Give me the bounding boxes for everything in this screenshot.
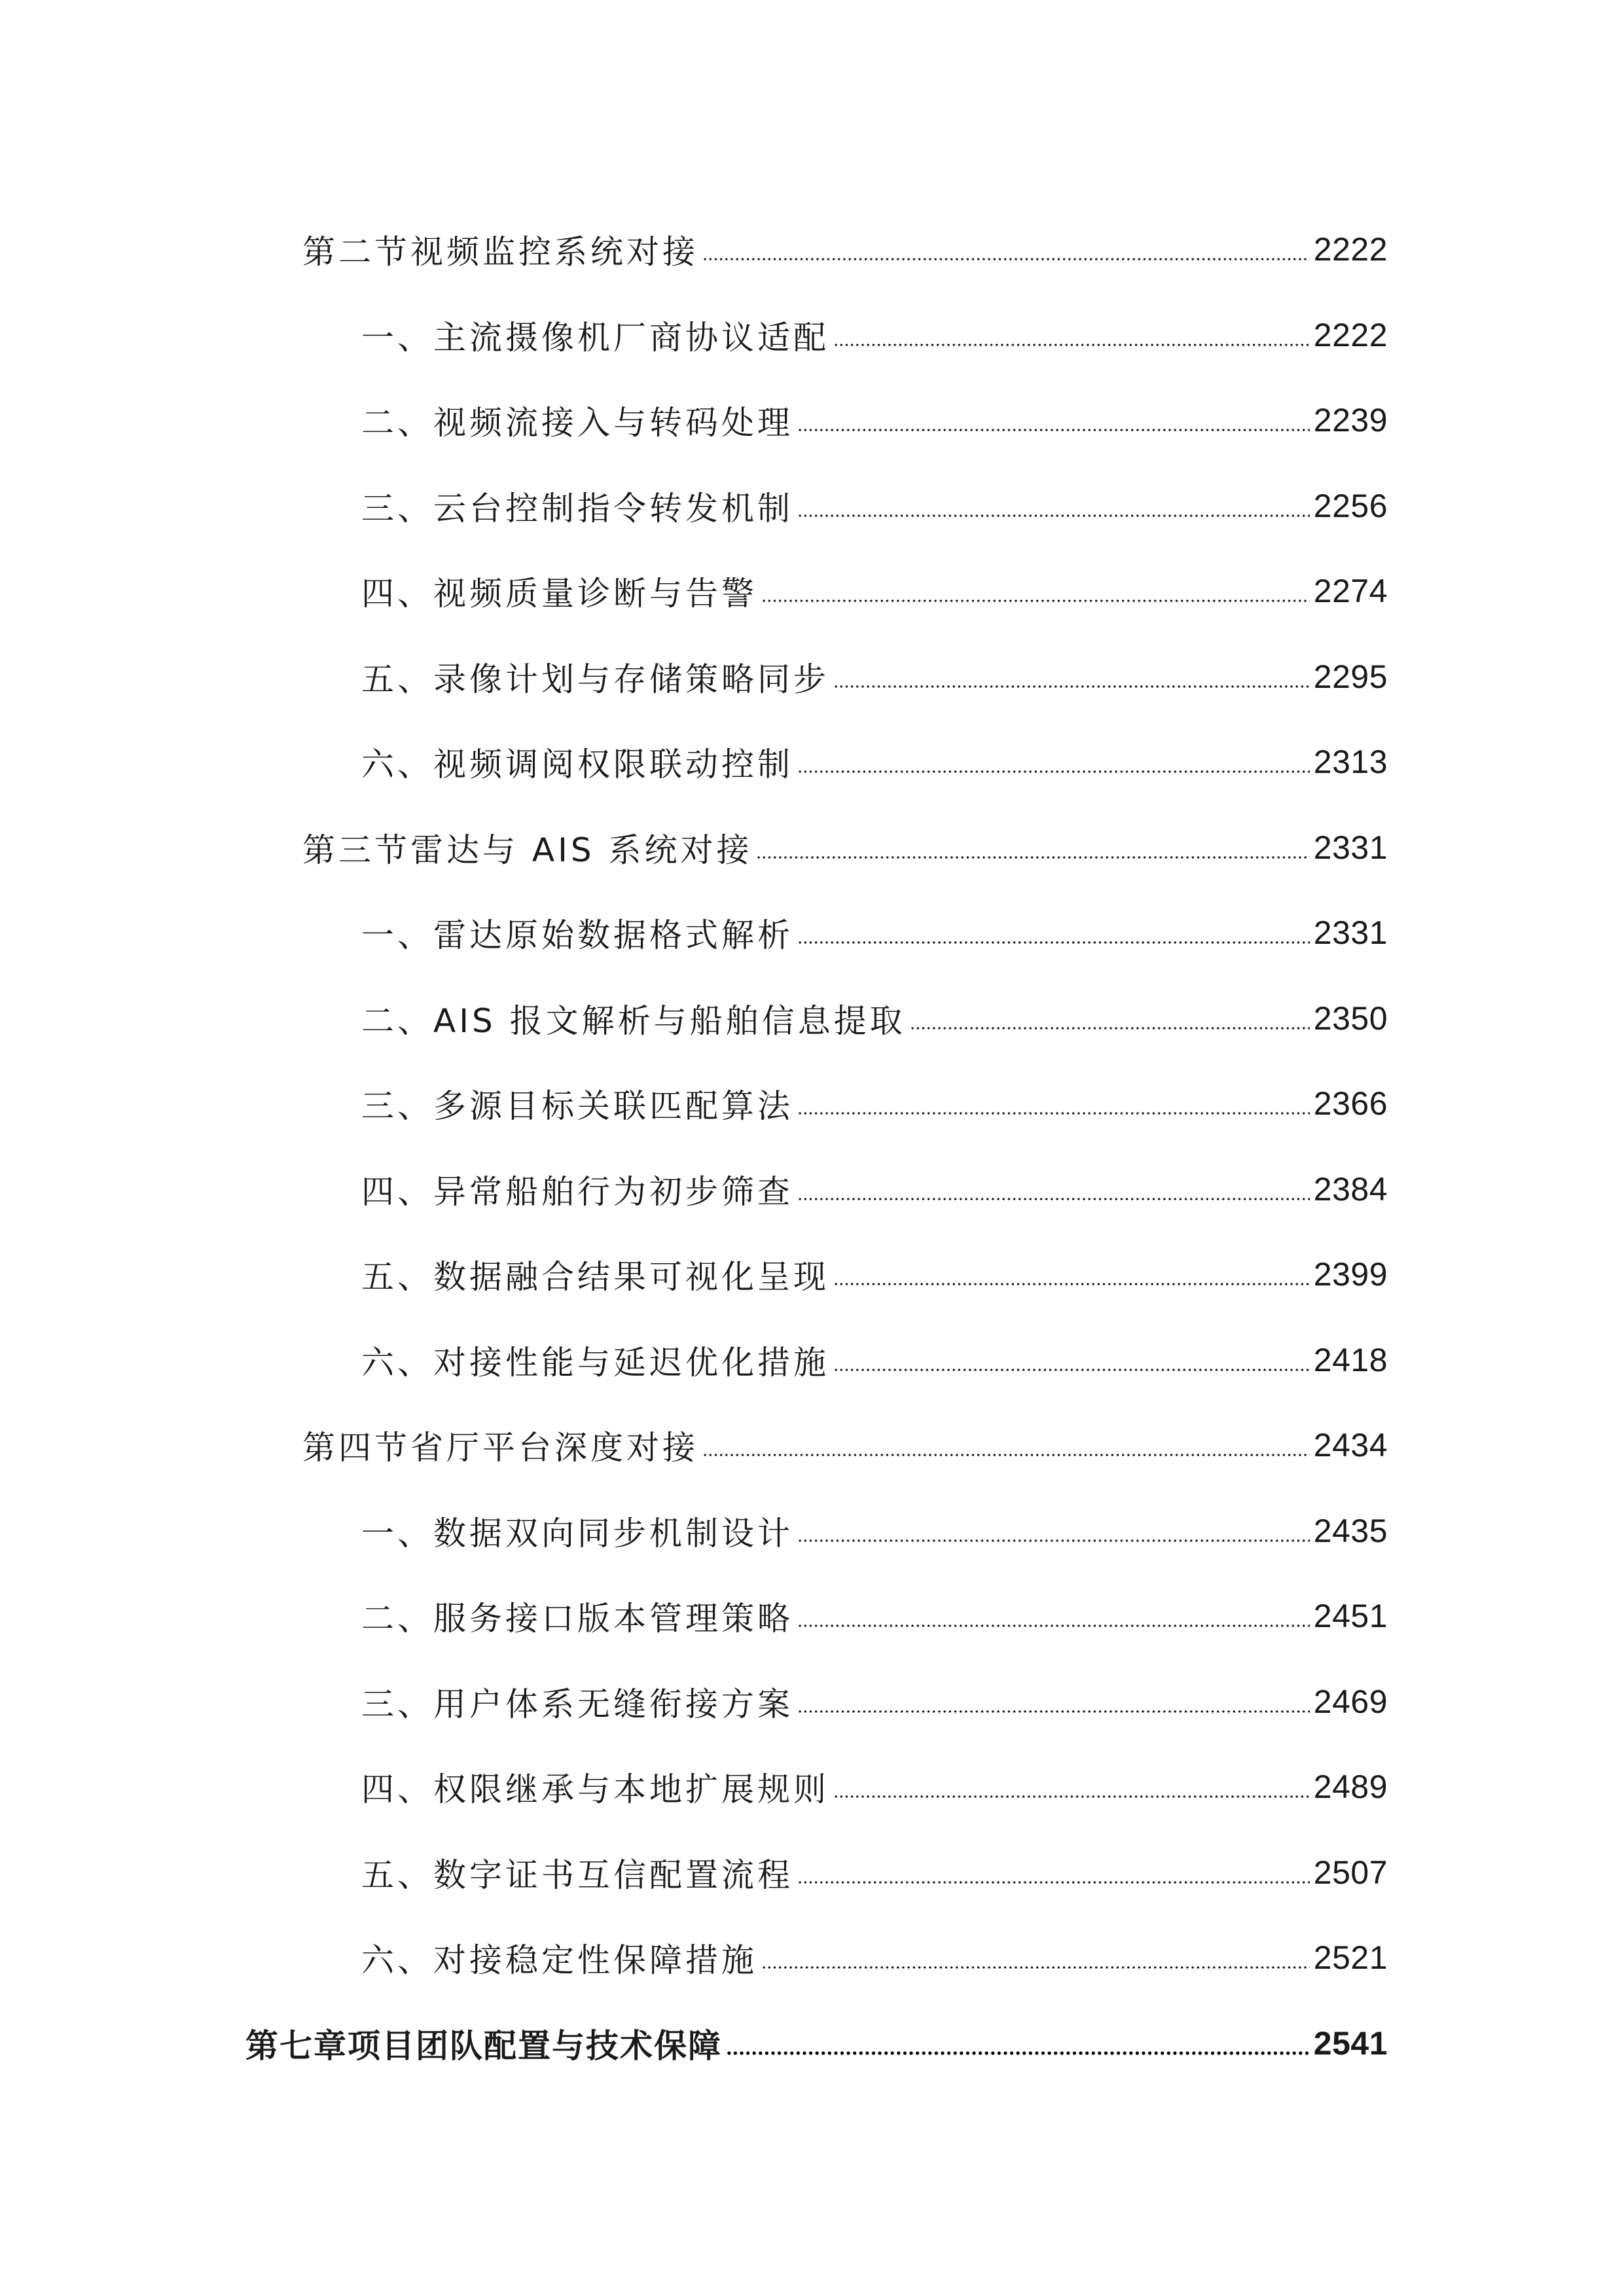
toc-dot-leader [797, 1881, 1310, 1884]
toc-page-number: 2331 [1313, 829, 1388, 866]
toc-dot-leader [726, 2051, 1310, 2055]
toc-entry-item[interactable] [361, 1232, 1388, 1318]
toc-dot-leader [833, 344, 1310, 346]
toc-entry-label: 一、数据双向同步机制设计 [361, 1514, 793, 1552]
toc-entry-label: 第四节省厅平台深度对接 [302, 1429, 698, 1467]
toc-entry-label: 三、用户体系无缝衔接方案 [361, 1685, 793, 1723]
toc-page-number: 2222 [1313, 231, 1388, 268]
toc-dot-leader [797, 1539, 1310, 1542]
toc-dot-leader [833, 1369, 1310, 1371]
toc-entry-section-4[interactable] [302, 1403, 1388, 1488]
toc-page-number: 2507 [1313, 1854, 1388, 1891]
toc-entry-item[interactable] [361, 1830, 1388, 1916]
toc-entry-section-3[interactable] [302, 805, 1388, 891]
toc-entry-label: 六、视频调阅权限联动控制 [361, 745, 793, 784]
toc-entry-label: 二、AIS 报文解析与船舶信息提取 [361, 1001, 906, 1040]
toc-entry-item[interactable] [361, 1147, 1388, 1232]
toc-entry-item[interactable] [361, 634, 1388, 720]
toc-page-number: 2541 [1313, 2024, 1388, 2062]
toc-entry-label: 五、数据融合结果可视化呈现 [361, 1258, 829, 1297]
toc-dot-leader [797, 1112, 1310, 1115]
toc-entry-item[interactable] [361, 293, 1388, 378]
toc-entry-label: 二、视频流接入与转码处理 [361, 404, 793, 442]
toc-page-number: 2295 [1313, 658, 1388, 695]
toc-page-number: 2222 [1313, 316, 1388, 353]
toc-entry-item[interactable] [361, 890, 1388, 976]
toc-dot-leader [797, 941, 1310, 944]
toc-page-number: 2274 [1313, 573, 1388, 610]
toc-entry-label: 六、对接稳定性保障措施 [361, 1941, 757, 1980]
toc-entry-label: 第三节雷达与 AIS 系统对接 [302, 831, 753, 869]
toc-entry-label: 一、主流摄像机厂商协议适配 [361, 318, 829, 357]
toc-page-number: 2489 [1313, 1768, 1388, 1806]
toc-entry-label: 二、服务接口版本管理策略 [361, 1600, 793, 1638]
toc-dot-leader [797, 1710, 1310, 1713]
toc-page-number: 2313 [1313, 744, 1388, 781]
toc-dot-leader [756, 856, 1309, 859]
toc-entry-label: 三、多源目标关联匹配算法 [361, 1087, 793, 1126]
toc-page-number: 2399 [1313, 1256, 1388, 1293]
toc-page-number: 2521 [1313, 1939, 1388, 1977]
toc-entry-item[interactable] [361, 719, 1388, 805]
toc-entry-label: 第七章项目团队配置与技术保障 [245, 2026, 722, 2065]
toc-dot-leader [833, 685, 1310, 688]
toc-page-number: 2366 [1313, 1085, 1388, 1122]
toc-dot-leader [797, 1198, 1310, 1200]
toc-dot-leader [761, 600, 1310, 602]
toc-entry-label: 第二节视频监控系统对接 [302, 233, 698, 272]
toc-page-number: 2239 [1313, 402, 1388, 439]
toc-page-number: 2418 [1313, 1341, 1388, 1378]
toc-dot-leader [833, 1283, 1310, 1285]
toc-page-number: 2384 [1313, 1170, 1388, 1208]
toc-page-number: 2350 [1313, 999, 1388, 1037]
toc-entry-label: 四、视频质量诊断与告警 [361, 575, 757, 613]
toc-entry-label: 六、对接性能与延迟优化措施 [361, 1343, 829, 1382]
toc-entry-item[interactable] [361, 1318, 1388, 1403]
toc-dot-leader [797, 429, 1310, 431]
toc-entry-item[interactable] [361, 463, 1388, 549]
toc-page-number: 2256 [1313, 487, 1388, 524]
toc-entry-section-2[interactable] [302, 207, 1388, 293]
toc-dot-leader [797, 770, 1310, 773]
toc-dot-leader [910, 1027, 1310, 1030]
toc-entry-label: 一、雷达原始数据格式解析 [361, 916, 793, 955]
toc-entry-item[interactable] [361, 548, 1388, 634]
toc-page-number: 2435 [1313, 1512, 1388, 1549]
toc-entry-label: 五、录像计划与存储策略同步 [361, 660, 829, 698]
toc-page-number: 2331 [1313, 914, 1388, 952]
toc-page-number: 2451 [1313, 1598, 1388, 1635]
toc-entry-item[interactable] [361, 378, 1388, 463]
toc-dot-leader [833, 1795, 1310, 1798]
toc-entry-label: 五、数字证书互信配置流程 [361, 1856, 793, 1894]
toc-entry-label: 四、权限继承与本地扩展规则 [361, 1770, 829, 1809]
table-of-contents [0, 207, 1624, 2086]
toc-dot-leader [797, 1624, 1310, 1627]
toc-page-number: 2434 [1313, 1427, 1388, 1464]
toc-entry-item[interactable] [361, 1659, 1388, 1745]
toc-dot-leader [702, 258, 1310, 260]
toc-entry-item[interactable] [361, 1573, 1388, 1659]
toc-page-number: 2469 [1313, 1683, 1388, 1720]
toc-dot-leader [797, 514, 1310, 517]
toc-entry-label: 四、异常船舶行为初步筛查 [361, 1172, 793, 1211]
toc-entry-chapter-7[interactable] [245, 2001, 1388, 2087]
toc-entry-item[interactable] [361, 976, 1388, 1062]
toc-dot-leader [702, 1454, 1310, 1456]
toc-entry-item[interactable] [361, 1744, 1388, 1830]
toc-dot-leader [761, 1966, 1310, 1969]
toc-entry-label: 三、云台控制指令转发机制 [361, 489, 793, 528]
toc-entry-item[interactable] [361, 1061, 1388, 1147]
toc-entry-item[interactable] [361, 1488, 1388, 1574]
toc-entry-item[interactable] [361, 1915, 1388, 2001]
